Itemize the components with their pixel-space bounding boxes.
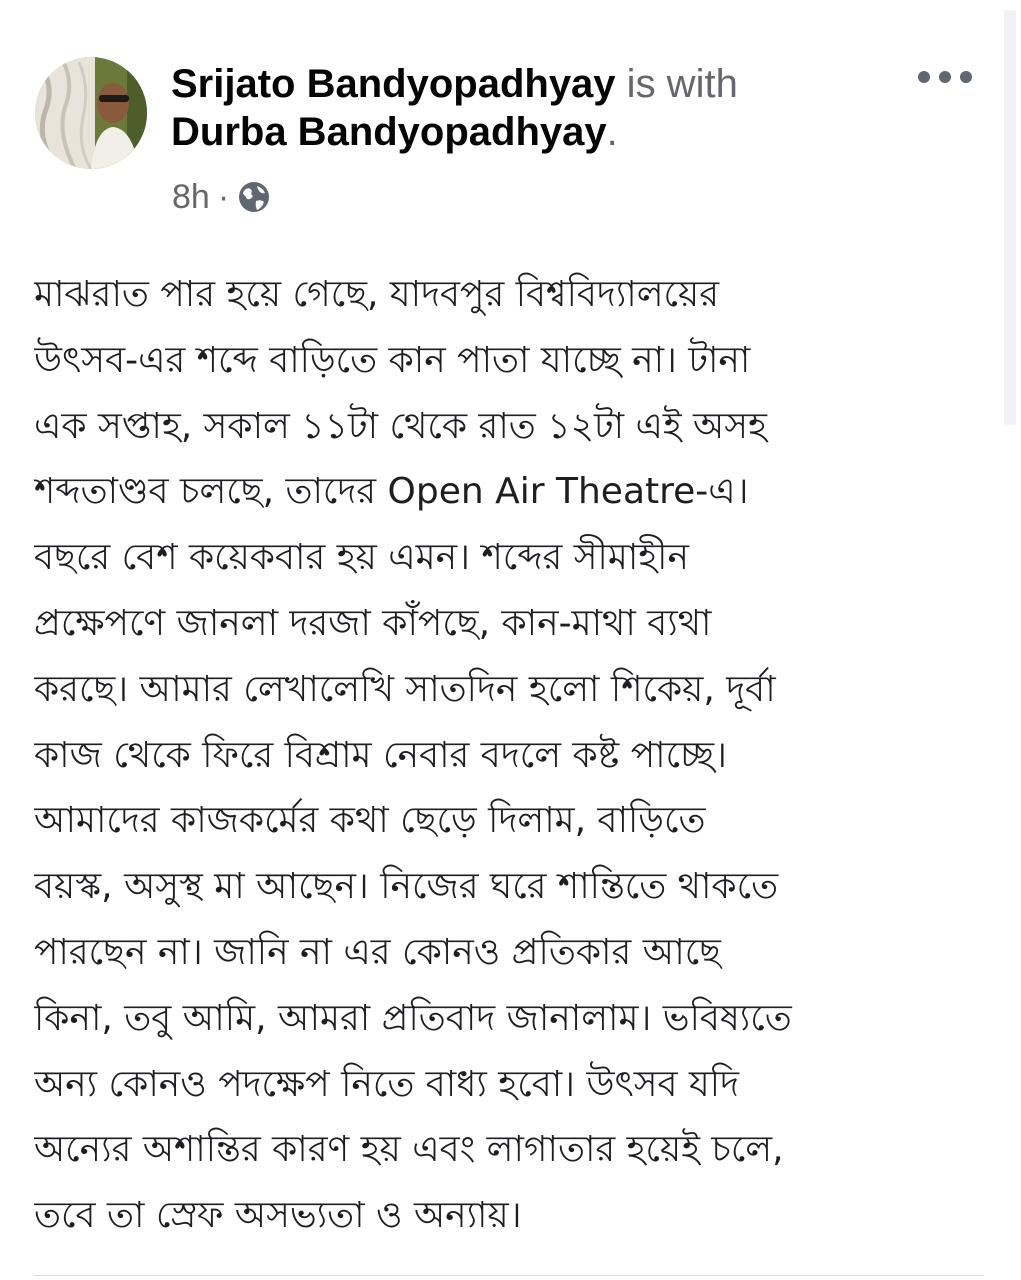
more-dot-3 [960, 71, 972, 83]
post-body-line: বছরে বেশ কয়েকবার হয় এমন। শব্দের সীমাহীন [34, 537, 689, 579]
post-body-line: কিনা, তবু আমি, আমরা প্রতিবাদ জানালাম। ভবিষ্যতে [34, 997, 792, 1039]
avatar-photo [35, 57, 147, 169]
post-time-link[interactable]: 8h [172, 177, 210, 216]
post-body-line: উৎসব-এর শব্দে বাড়িতে কান পাতা যাচ্ছে না। টানা [34, 339, 751, 381]
post-body-line: অন্যের অশান্তির কারণ হয় এবং লাগাতার হয়েই চলে, [34, 1129, 784, 1171]
post-author-line [171, 60, 871, 156]
post-body-line: করছে। আমার লেখালেখি সাতদিন হলো শিকেয়, দূর্বা [34, 668, 776, 710]
meta-separator: · [217, 177, 230, 216]
post-body-line: কাজ থেকে ফিরে বিশ্রাম নেবার বদলে কষ্ট পাচ্ছে। [34, 734, 727, 776]
post-header [0, 0, 1000, 230]
post-body-line: বয়স্ক, অসুস্থ মা আছেন। নিজের ঘরে শান্তিতে থাকতে [34, 866, 779, 908]
post-meta [172, 176, 271, 218]
post-body-line: পারছেন না। জানি না এর কোনও প্রতিকার আছে [34, 931, 721, 973]
post-body-line: মাঝরাত পার হয়ে গেছে, যাদবপুর বিশ্ববিদ্যালয়ের [34, 274, 720, 315]
post-body-line: অন্য কোনও পদক্ষেপ নিতে বাধ্য হবো। উৎসব যদি [34, 1063, 739, 1105]
tagged-suffix: . [606, 110, 618, 154]
post-body-line: প্রক্ষেপণে জানলা দরজা কাঁপছে, কান-মাথা ব্যথা [34, 602, 712, 644]
author-name-link[interactable]: Srijato Bandyopadhyay [171, 62, 616, 106]
scrollbar[interactable] [1004, 10, 1016, 425]
globe-icon[interactable] [237, 180, 271, 214]
post-divider [34, 1275, 984, 1276]
more-dot-2 [939, 71, 951, 83]
post-body-line: তবে তা স্রেফ অসভ্যতা ও অন্যায়। [34, 1195, 522, 1237]
author-avatar[interactable] [35, 57, 147, 169]
post-body-text [34, 262, 999, 1252]
post-body-line: শব্দতাণ্ডব চলছে, তাদের Open Air Theatre-এ। [34, 471, 749, 513]
post-body-line: আমাদের কাজকর্মের কথা ছেড়ে দিলাম, বাড়িতে [34, 800, 706, 842]
more-options-icon[interactable] [918, 62, 972, 92]
with-connector: is with [615, 62, 738, 106]
tagged-name-link[interactable]: Durba Bandyopadhyay [171, 110, 607, 154]
post-body-line: এক সপ্তাহ, সকাল ১১টা থেকে রাত ১২টা এই অসহ [34, 405, 767, 447]
more-dot-1 [918, 71, 930, 83]
